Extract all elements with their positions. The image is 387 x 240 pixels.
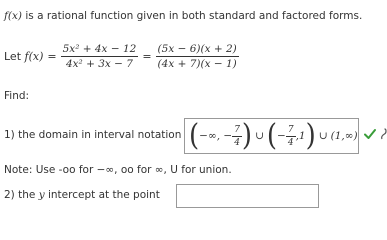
standard-numerator: 5x² + 4x − 12 bbox=[62, 42, 137, 55]
check-icon bbox=[364, 128, 376, 140]
intro-text bbox=[4, 10, 362, 22]
interval-1-close: ) bbox=[241, 118, 253, 154]
definition-fx: f(x) bbox=[24, 49, 44, 63]
equals-sign-1: = bbox=[47, 49, 57, 63]
pencil-icon[interactable] bbox=[380, 128, 387, 140]
function-definition bbox=[4, 38, 239, 74]
question-1 bbox=[4, 117, 181, 153]
interval-2-frac-num: 7 bbox=[287, 124, 294, 135]
question-2-var: y bbox=[38, 189, 45, 201]
factored-form-fraction bbox=[156, 43, 239, 70]
question-2-label-rest: intercept at the point bbox=[47, 189, 160, 201]
intro-fx: f(x) bbox=[4, 10, 23, 22]
factored-denominator: (4x + 7)(x − 1) bbox=[157, 57, 237, 70]
interval-2-fraction bbox=[286, 125, 296, 148]
equals-sign-2: = bbox=[142, 49, 152, 63]
interval-1-fraction bbox=[232, 125, 242, 148]
interval-2-close: ) bbox=[305, 118, 316, 154]
question-2-label: 2) the bbox=[4, 189, 36, 201]
interval-2-left: − bbox=[277, 130, 286, 142]
interval-2-right: ,1 bbox=[295, 130, 306, 142]
question-1-label: 1) the domain in interval notation bbox=[4, 129, 182, 141]
standard-form-fraction bbox=[61, 43, 139, 70]
find-label: Find: bbox=[4, 90, 30, 102]
interval-1-left: −∞, − bbox=[199, 130, 233, 142]
interval-2-frac-den: 4 bbox=[287, 137, 294, 148]
interval-1-open: ( bbox=[189, 118, 200, 154]
question-2 bbox=[4, 189, 160, 201]
interval-1-frac-den: 4 bbox=[234, 137, 240, 148]
union-symbol-1: ∪ bbox=[255, 130, 264, 142]
let-label: Let bbox=[4, 49, 22, 63]
intro-sentence: is a rational function given in both standard and factored forms. bbox=[25, 10, 363, 22]
domain-answer-field[interactable] bbox=[184, 118, 359, 154]
union-symbol-2: ∪ bbox=[318, 130, 328, 142]
interval-2-open: ( bbox=[266, 118, 278, 154]
standard-denominator: 4x² + 3x − 7 bbox=[65, 57, 133, 70]
interval-1-frac-num: 7 bbox=[234, 124, 240, 135]
factored-numerator: (5x − 6)(x + 2) bbox=[157, 42, 237, 55]
interval-3: (1,∞) bbox=[330, 130, 358, 142]
note-text: Note: Use -oo for −∞, oo for ∞, U for union. bbox=[4, 164, 232, 176]
y-intercept-input[interactable] bbox=[176, 184, 319, 208]
